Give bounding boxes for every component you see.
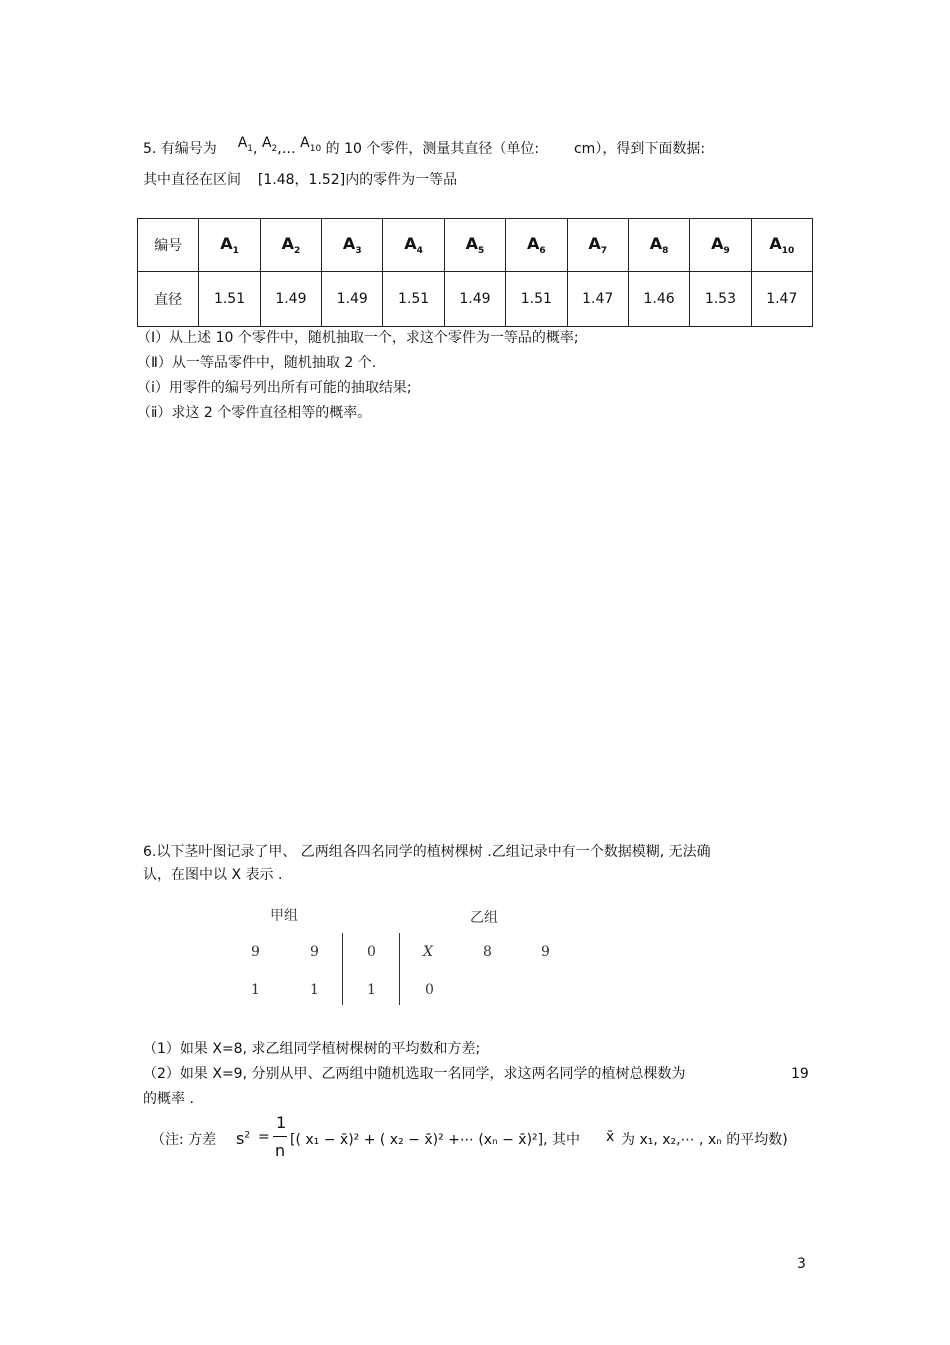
p5-a10: $A_{10}$ <box>300 135 322 154</box>
diameter-cell: 1.47 <box>751 272 812 327</box>
code-cell: $A_6$ <box>506 219 567 272</box>
diameter-cell: 1.51 <box>199 272 260 327</box>
code-cell: $A_5$ <box>444 219 505 272</box>
code-cell: $A_{10}$ <box>751 219 812 272</box>
stem-value: 0 <box>367 944 376 960</box>
stem-value: 1 <box>367 982 376 998</box>
table-row-codes <box>138 219 813 272</box>
fraction-bar <box>273 1136 287 1137</box>
diameter-cell: 1.49 <box>444 272 505 327</box>
code-cell: $A_2$ <box>260 219 321 272</box>
leaf-right: X <box>423 944 433 960</box>
code-cell: $A_1$ <box>199 219 260 272</box>
code-cell: $A_7$ <box>567 219 628 272</box>
p5-a1: $A_1$ <box>237 135 254 154</box>
header-code: 编号 <box>138 219 199 272</box>
equals-sign: = <box>258 1129 270 1145</box>
leaf-right: 8 <box>483 944 492 960</box>
variance-symbol: $s^2$ <box>236 1129 251 1148</box>
p5-question-1: （Ⅰ）从上述 10 个零件中，随机抽取一个，求这个零件为一等品的概率; <box>137 330 579 346</box>
leaf-right: 0 <box>425 982 434 998</box>
code-cell: $A_9$ <box>690 219 751 272</box>
p5-interval: [1.48，1.52] <box>257 172 346 188</box>
page-number: 3 <box>797 1256 806 1272</box>
fraction-denominator: n <box>275 1141 286 1160</box>
p5-suffix: 的 10 个零件，测量其直径（单位: <box>325 141 540 157</box>
p6-line1: 6.以下茎叶图记录了甲、 乙两组各四名同学的植树棵树 .乙组记录中有一个数据模糊, 无法确 <box>143 844 711 860</box>
code-cell: $A_8$ <box>628 219 689 272</box>
variance-expression: [( x₁ − x̄)² + ( x₂ − x̄)² +⋯ (xₙ − x̄)²], 其中 <box>290 1132 581 1148</box>
p6-question-2: （2）如果 X=9, 分别从甲、乙两组中随机选取一名同学，求这两名同学的植树总棵数为 <box>143 1066 686 1082</box>
mean-symbol: x̄ <box>606 1129 615 1145</box>
leaf-left: 9 <box>251 944 260 960</box>
p5-question-2ii: （ⅱ）求这 2 个零件直径相等的概率。 <box>137 405 372 421</box>
leaf-right: 9 <box>541 944 550 960</box>
p5-a2: $A_2$ <box>261 135 278 154</box>
code-cell: $A_4$ <box>383 219 444 272</box>
leaf-left: 1 <box>310 982 319 998</box>
diameter-cell: 1.47 <box>567 272 628 327</box>
p5-line1: 5. 有编号为 $A_1$, $A_2,\dots$ $A_{10}$ 的 10 个零件，测量其直径（单位: cm），得到下面数据: <box>143 135 706 157</box>
p5-question-2i: （ⅰ）用零件的编号列出所有可能的抽取结果; <box>137 380 412 396</box>
diameter-cell: 1.49 <box>260 272 321 327</box>
p6-question-1: （1）如果 X=8, 求乙组同学植树棵树的平均数和方差; <box>143 1041 481 1057</box>
table-row-diameters <box>138 272 813 327</box>
diameter-cell: 1.51 <box>383 272 444 327</box>
leaf-left: 9 <box>310 944 319 960</box>
p6-question-2-end: 的概率 . <box>143 1091 194 1107</box>
header-diameter: 直径 <box>138 272 199 327</box>
p5-prefix: 5. 有编号为 <box>143 141 217 157</box>
part-diameter-table <box>137 218 813 327</box>
code-cell: $A_3$ <box>322 219 383 272</box>
diameter-cell: 1.46 <box>628 272 689 327</box>
stem-divider-right <box>399 933 400 1005</box>
diameter-cell: 1.49 <box>322 272 383 327</box>
stem-divider-left <box>342 933 343 1005</box>
diameter-cell: 1.53 <box>690 272 751 327</box>
group-yi-title: 乙组 <box>470 910 498 926</box>
diameter-cell: 1.51 <box>506 272 567 327</box>
leaf-left: 1 <box>251 982 260 998</box>
note-prefix: （注: 方差 <box>151 1132 217 1148</box>
p5-question-2: （Ⅱ）从一等品零件中，随机抽取 2 个. <box>137 355 377 371</box>
p5-unit: cm），得到下面数据: <box>573 141 706 157</box>
fraction-numerator: 1 <box>276 1113 287 1132</box>
p5-line2: 其中直径在区间 [1.48，1.52]内的零件为一等品 <box>143 172 458 188</box>
p6-question-2-number: 19 <box>791 1066 809 1082</box>
group-jia-title: 甲组 <box>270 908 298 924</box>
note-tail: 为 x₁, x₂,⋯ , xₙ 的平均数) <box>621 1132 788 1148</box>
p6-line2: 认，在图中以 X 表示 . <box>143 867 283 883</box>
